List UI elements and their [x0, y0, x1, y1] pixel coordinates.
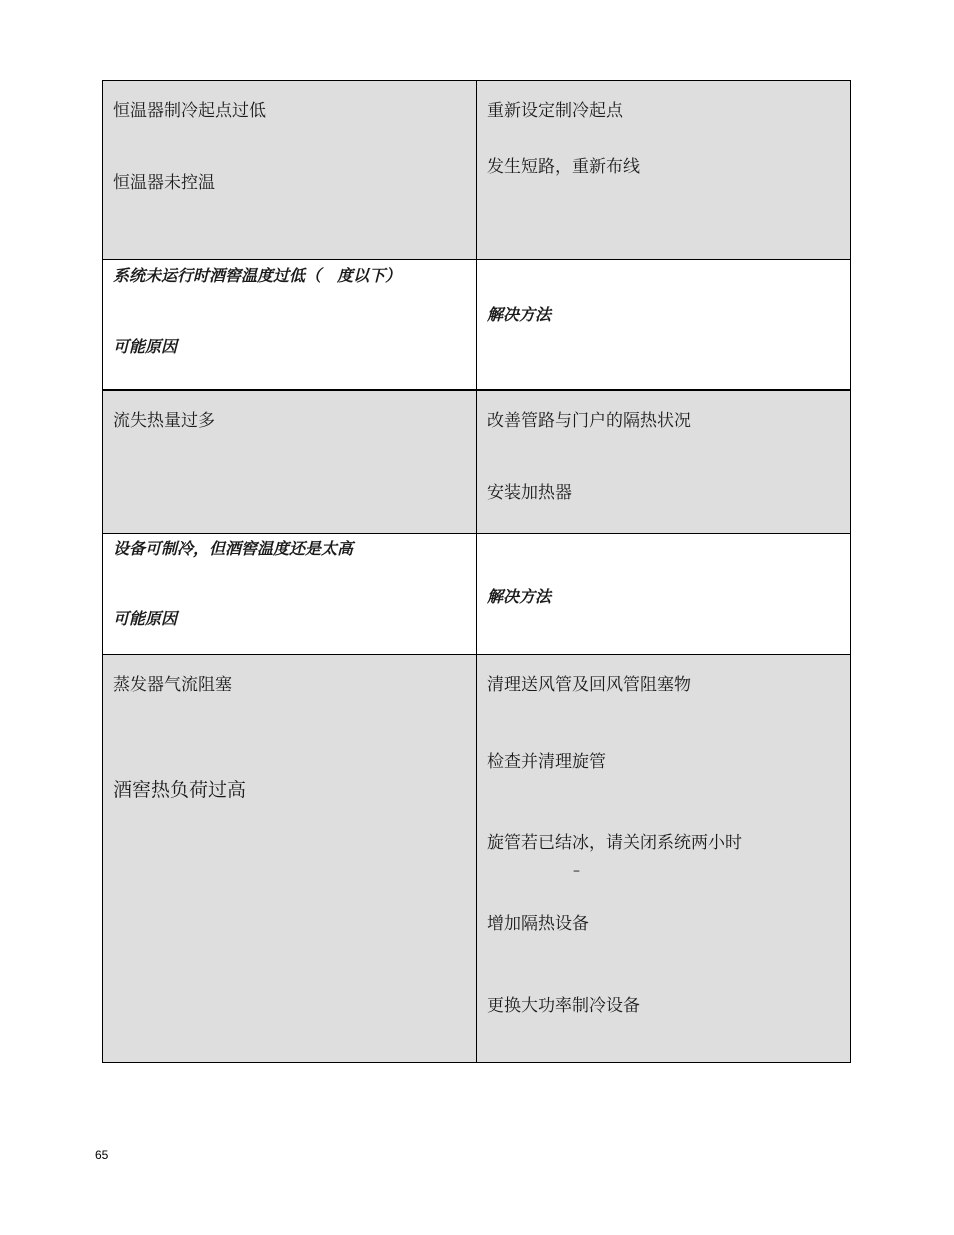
cause-text: 蒸发器气流阻塞	[113, 675, 232, 695]
cause-header-cell	[103, 534, 477, 654]
solution-text: 安装加热器	[487, 483, 572, 503]
solution-header-cell	[477, 534, 850, 654]
solution-text: 检查并清理旋管	[487, 752, 606, 772]
cause-text: 恒温器未控温	[113, 173, 215, 193]
solution-cell	[477, 655, 850, 1062]
cause-cell	[103, 81, 477, 259]
table-row	[103, 81, 850, 259]
cause-text: 恒温器制冷起点过低	[113, 101, 266, 121]
cause-header-cell	[103, 260, 477, 389]
solution-column-label: 解决方法	[487, 587, 552, 606]
section-header-row	[103, 533, 850, 654]
solution-text: 发生短路，重新布线	[487, 157, 640, 177]
cause-text: 流失热量过多	[113, 411, 215, 431]
cause-cell	[103, 391, 477, 533]
solution-column-label: 解决方法	[487, 305, 552, 324]
table-row	[103, 654, 850, 1062]
solution-text: 改善管路与门户的隔热状况	[487, 411, 691, 431]
cause-column-label: 可能原因	[113, 337, 178, 356]
cause-column-label: 可能原因	[113, 609, 178, 628]
solution-header-cell	[477, 260, 850, 389]
section-header-row	[103, 259, 850, 389]
cause-text: 酒窖热负荷过高	[113, 779, 247, 801]
solution-text: 旋管若已结冰，请关闭系统两小时	[487, 833, 742, 853]
solution-cell	[477, 81, 850, 259]
solution-text: 清理送风管及回风管阻塞物	[487, 675, 691, 695]
table-row	[103, 389, 850, 533]
dash-mark: –	[573, 863, 580, 879]
section-title: 系统未运行时酒窖温度过低（ 度以下）	[113, 266, 402, 285]
cause-cell	[103, 655, 477, 1062]
page-number: 65	[95, 1148, 109, 1162]
solution-text: 更换大功率制冷设备	[487, 996, 640, 1016]
section-title: 设备可制冷，但酒窖温度还是太高	[113, 539, 354, 558]
solution-text: 增加隔热设备	[487, 914, 589, 934]
troubleshooting-table	[102, 80, 851, 1063]
solution-text: 重新设定制冷起点	[487, 101, 623, 121]
solution-cell	[477, 391, 850, 533]
